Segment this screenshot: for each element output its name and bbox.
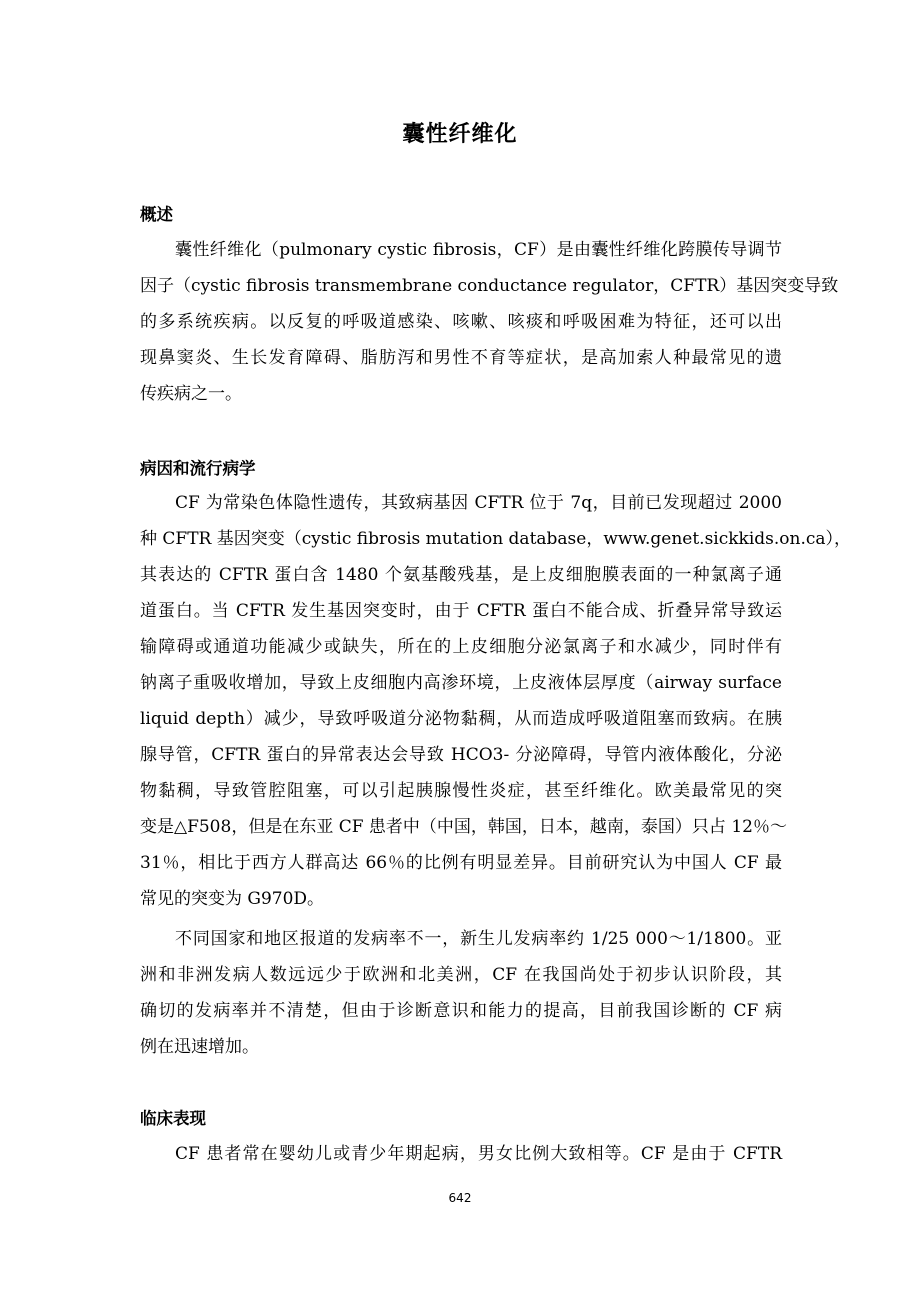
paragraph-line: 不同国家和地区报道的发病率不一，新生儿发病率约 1/25 000～1/1800。亚 — [175, 929, 782, 949]
paragraph-line: 传疾病之一。 — [140, 384, 242, 404]
paragraph-line: 的多系统疾病。以反复的呼吸道感染、咳嗽、咳痰和呼吸困难为特征，还可以出 — [140, 312, 782, 332]
paragraph-line: 囊性纤维化（pulmonary cystic fibrosis，CF）是由囊性纤维化跨膜传导调节 — [175, 240, 782, 260]
page-title: 囊性纤维化 — [402, 122, 518, 147]
paragraph-line: 钠离子重吸收增加，导致上皮细胞内高渗环境，上皮液体层厚度（airway surface — [140, 673, 782, 693]
paragraph-line: 例在迅速增加。 — [140, 1037, 259, 1057]
paragraph-line: 洲和非洲发病人数远远少于欧洲和北美洲，CF 在我国尚处于初步认识阶段，其 — [140, 965, 782, 985]
page-number: 642 — [448, 1191, 472, 1205]
paragraph-line: 其表达的 CFTR 蛋白含 1480 个氨基酸残基，是上皮细胞膜表面的一种氯离子通 — [140, 565, 782, 585]
paragraph-line: CF 为常染色体隐性遗传，其致病基因 CFTR 位于 7q，目前已发现超过 2000 — [175, 493, 782, 513]
paragraph-line: 道蛋白。当 CFTR 发生基因突变时，由于 CFTR 蛋白不能合成、折叠异常导致运 — [140, 601, 782, 621]
section-heading-etiology: 病因和流行病学 — [140, 459, 256, 478]
paragraph-line: liquid depth）减少，导致呼吸道分泌物黏稠，从而造成呼吸道阻塞而致病。在胰 — [140, 709, 782, 729]
paragraph-line: 因子（cystic fibrosis transmembrane conductance regulator，CFTR）基因突变导致 — [140, 276, 839, 296]
paragraph-line: 变是△F508，但是在东亚 CF 患者中（中国，韩国，日本，越南，泰国）只占 12％～ — [140, 817, 787, 837]
paragraph-line: 常见的突变为 G970D。 — [140, 889, 325, 909]
section-heading-overview: 概述 — [140, 205, 173, 224]
section-heading-clinical: 临床表现 — [140, 1109, 206, 1128]
paragraph-line: 输障碍或通道功能减少或缺失，所在的上皮细胞分泌氯离子和水减少，同时伴有 — [140, 637, 782, 657]
paragraph-line: 种 CFTR 基因突变（cystic fibrosis mutation database，www.genet.sickkids.on.ca）， — [140, 529, 852, 549]
paragraph-line: CF 患者常在婴幼儿或青少年期起病，男女比例大致相等。CF 是由于 CFTR — [175, 1144, 782, 1164]
paragraph-line: 物黏稠，导致管腔阻塞，可以引起胰腺慢性炎症，甚至纤维化。欧美最常见的突 — [140, 781, 782, 801]
paragraph-line: 确切的发病率并不清楚，但由于诊断意识和能力的提高，目前我国诊断的 CF 病 — [140, 1001, 782, 1021]
paragraph-line: 31％，相比于西方人群高达 66％的比例有明显差异。目前研究认为中国人 CF 最 — [140, 853, 782, 873]
paragraph-line: 现鼻窦炎、生长发育障碍、脂肪泻和男性不育等症状，是高加索人种最常见的遗 — [140, 348, 782, 368]
paragraph-line: 腺导管，CFTR 蛋白的异常表达会导致 HCO3- 分泌障碍，导管内液体酸化，分泌 — [140, 745, 782, 765]
